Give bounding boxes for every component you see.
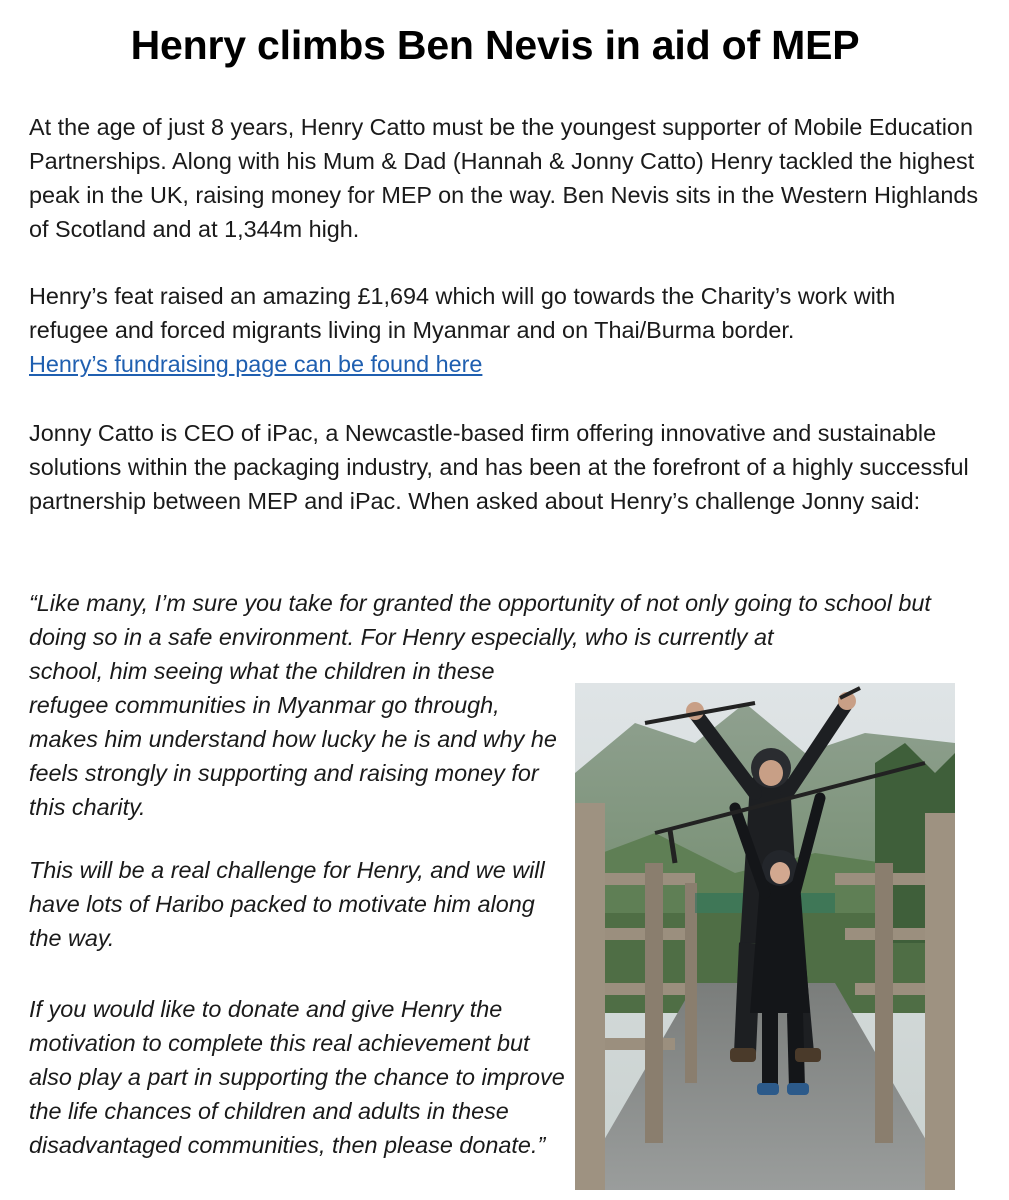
raised-text: Henry’s feat raised an amazing £1,694 which will go towards the Charity’s work with refugee and forced migrants living in Myanmar and on Thai/Burma border. xyxy=(29,283,896,343)
hiking-photo xyxy=(575,683,955,1190)
fundraising-paragraph xyxy=(29,279,979,381)
intro-paragraph: At the age of just 8 years, Henry Catto must be the youngest supporter of Mobile Education Partnerships. Along with his Mum & Dad (Hannah & Jonny Catto) Henry tackled the highest peak in the UK, raising money for MEP on the way. Ben Nevis sits in the Western Highlands of Scotland and at 1,344m high. xyxy=(29,114,979,242)
fundraising-page-link[interactable]: Henry’s fundraising page can be found here xyxy=(29,351,483,377)
jonny-paragraph: Jonny Catto is CEO of iPac, a Newcastle-based firm offering innovative and sustainable solutions within the packaging industry, and has been at the forefront of a highly successful partnership between MEP and iPac. When asked about Henry’s challenge Jonny said: xyxy=(29,420,969,514)
quote-text-3: This will be a real challenge for Henry, and we will have lots of Haribo packed to motivate him along the way. xyxy=(29,857,545,951)
page-title: Henry climbs Ben Nevis in aid of MEP xyxy=(130,22,860,68)
quote-text-4: If you would like to donate and give Henry the motivation to complete this real achievement but also play a part in supporting the chance to improve the life chances of children and adults in these disadvantaged communities, then please donate.” xyxy=(29,996,565,1158)
quote-text-2: school, him seeing what the children in these refugee communities in Myanmar go through, makes him understand how lucky he is and why he feels strongly in supporting and raising money for this charity. xyxy=(29,658,557,820)
quote-text-1: “Like many, I’m sure you take for granted the opportunity of not only going to school but doing so in a safe environment. For Henry especially, who is currently at xyxy=(29,590,931,650)
